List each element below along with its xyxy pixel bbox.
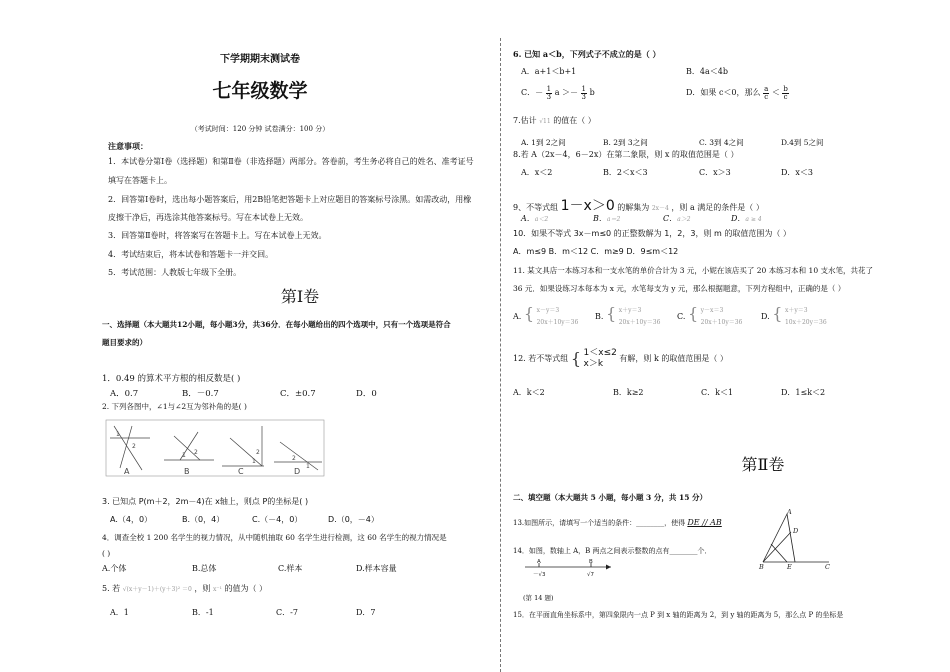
q5-stem-post: ，则: [194, 584, 211, 593]
q3-option-a: A.（4，0）: [110, 515, 153, 524]
q9-c-label: C．: [663, 214, 678, 223]
q1-option-b: B．－0.7: [182, 389, 219, 399]
q8-option-a: A．x＜2: [521, 168, 553, 177]
q12-option-b: B．k≥2: [613, 388, 644, 397]
q7-option-b: B. 2到 3之间: [603, 138, 648, 147]
subject-title: 七年级数学: [212, 80, 308, 102]
q11-d-eq2: 10x＋20y＝36: [784, 319, 827, 326]
q13-label-d: D: [793, 527, 799, 535]
q11-d-brace: {: [772, 304, 783, 323]
notice-item: 4．考试结束后，将本试卷和答题卡一并交回。: [108, 250, 274, 259]
q11-option-d: [761, 305, 827, 329]
q11-stem: 11. 某文具店一本练习本和一支水笔的单价合计为 3 元，小妮在该店买了 20 本练习本和 10 支水笔，共花了: [513, 266, 873, 275]
q2-angle-label: 2: [194, 449, 198, 456]
q4-option-c: C.样本: [278, 564, 303, 573]
q11-option-c: [677, 305, 742, 329]
q13-label-a: A: [787, 508, 792, 516]
q7-stem-pre: 7.估计: [513, 116, 537, 125]
section1-heading-cont: 题目要求的）: [102, 338, 147, 347]
q8-option-c: C．x＞3: [699, 168, 731, 177]
q4-option-b: B.总体: [192, 564, 217, 573]
notice-item: 1．本试卷分第Ⅰ卷（选择题）和第Ⅱ卷（非选择题）两部分。答卷前，考生务必将自己的姓名、准考证号: [108, 157, 474, 166]
q14-stem: 14．如图，数轴上 A，B 两点之间表示整数的点有________个．: [513, 547, 712, 555]
q14-value-a: －√3: [533, 572, 546, 578]
q2-figure-label-a: A: [124, 467, 130, 476]
exam-info: （考试时间：120 分钟 试卷满分：100 分）: [190, 125, 330, 133]
q2-figure-label-d: D: [294, 467, 301, 476]
q5-stem: [102, 584, 267, 595]
q3-option-c: C.（－4，0）: [252, 515, 303, 524]
q4-option-a: A.个体: [102, 564, 127, 573]
q5-option-a: A．1: [110, 608, 129, 617]
q13-stem-text: 13.如图所示，请填写一个适当的条件：________，使得: [513, 519, 686, 527]
q5-option-d: D．7: [356, 608, 376, 617]
q11-a-label: A.: [513, 312, 522, 321]
q11-b-label: B.: [595, 312, 604, 321]
q15-stem: 15．在平面直角坐标系中，第四象限内一点 P 到 x 轴的距离为 2，到 y 轴的距离为 5，那么点 P 的坐标是: [513, 611, 844, 619]
q11-d-label: D.: [761, 312, 770, 321]
exam-title: 下学期期末测试卷: [220, 54, 300, 65]
q2-figure-label-c: C: [238, 467, 244, 476]
q6-c-fraction: [546, 86, 552, 101]
q6-d-fraction-1: [763, 86, 769, 101]
q2-angle-figures: [102, 418, 328, 480]
q13-triangle-figure: [757, 506, 833, 570]
q12-brace: {: [570, 349, 581, 368]
q1-option-a: A．0.7: [110, 389, 139, 399]
q11-a-brace: {: [523, 304, 535, 323]
q6-c-post: b: [589, 88, 595, 97]
q9-option-d: [731, 214, 762, 225]
q6-stem: 6. 已知 a＜b，下列式子不成立的是（ ）: [513, 49, 661, 59]
q9-c-value: a＞2: [677, 216, 691, 223]
notice-item: 3．回答第Ⅱ卷时，将答案写在答题卡上。写在本试卷上无效。: [108, 231, 327, 240]
q2-angle-label: 1: [306, 463, 310, 470]
q12-option-d: D．1≤k＜2: [781, 388, 826, 397]
q11-a-eq2: 20x＋10y＝36: [536, 319, 579, 326]
q10-stem: 10．如果不等式 3x－m≤0 的正整数解为 1，2，3，则 m 的取值范围为（ ）: [513, 229, 791, 238]
q9-d-value: a ≥ 4: [745, 216, 762, 223]
q5-expression: x⁻¹: [212, 586, 222, 593]
q9-option-a: [521, 214, 548, 225]
q3-option-b: B.（0，4）: [182, 515, 225, 524]
q5-stem-end: 的值为（ ）: [224, 584, 268, 593]
q6-c-frac2-num: 1: [581, 84, 587, 93]
column-divider: [500, 38, 501, 672]
q7-stem-post: 的值在（ ）: [553, 116, 596, 125]
section1-heading: 一、选择题（本大题共12小题，每小题3分，共36分．在每小题给出的四个选项中，只有一个选项是符合: [102, 320, 451, 329]
q6-c-frac-num: 1: [546, 84, 552, 93]
q6-d-frac2-num: b: [783, 84, 788, 93]
q11-b-eq2: 20x＋10y＝36: [618, 319, 661, 326]
q4-stem-cont: ( ): [102, 549, 111, 558]
q9-solution: 2x－4: [651, 205, 669, 212]
q12-stem-pre: 12. 若不等式组: [513, 354, 569, 363]
q11-d-eq1: x＋y＝3: [784, 307, 808, 314]
q9-b-value: a＝2: [606, 216, 621, 223]
q6-d-frac2-den: c: [783, 92, 788, 101]
q11-c-eq2: 20x＋10y＝36: [700, 319, 743, 326]
q2-figure-label-b: B: [184, 467, 190, 476]
q9-b-label: B．: [593, 214, 607, 223]
q1-option-d: D．0: [356, 389, 377, 399]
q11-c-label: C.: [677, 312, 686, 321]
q12-stem-post: 有解，则 k 的取值范围是（ ）: [619, 354, 728, 363]
q5-option-c: C．-7: [276, 608, 298, 617]
q5-option-b: B．-1: [192, 608, 214, 617]
q9-stem-pre: 9、不等式组: [513, 203, 559, 212]
q5-stem-pre: 5. 若: [102, 584, 121, 593]
q11-b-brace: {: [605, 304, 617, 323]
q9-option-c: [663, 214, 691, 225]
q7-stem: [513, 116, 596, 127]
q6-c-mid: a ＞－: [554, 88, 578, 97]
q4-stem: 4．调查全校 1 200 名学生的视力情况，从中随机抽取 60 名学生进行检测，这 60 名学生的视力情况是: [102, 533, 447, 542]
q8-option-d: D．x＜3: [781, 168, 814, 177]
q6-c-fraction-2: [581, 86, 587, 101]
q13-label-b: B: [759, 563, 764, 570]
q9-stem: [513, 196, 764, 219]
q6-option-a: A．a+1＜b+1: [521, 67, 577, 76]
q14-number-line: [525, 559, 615, 581]
q9-stem-mid: 的解集为: [617, 203, 650, 212]
q8-option-b: B．2＜x＜3: [603, 168, 648, 177]
q6-d-mid: ＜: [771, 88, 780, 97]
q9-d-label: D．: [731, 214, 746, 223]
q9-stem-post: ，则 a 满足的条件是（ ）: [671, 203, 764, 212]
q13-label-c: C: [825, 563, 830, 570]
q12-stem: [513, 348, 728, 370]
q7-option-a: A. 1到 2之间: [521, 138, 566, 147]
q6-c-frac2-den: 3: [581, 92, 587, 101]
q7-radical: √11: [539, 118, 551, 125]
q3-option-d: D.（0，－4）: [328, 515, 379, 524]
q6-d-frac1-num: a: [764, 84, 769, 93]
q11-c-brace: {: [687, 304, 699, 323]
q4-option-d: D.样本容量: [356, 564, 397, 573]
q11-stem-cont: 36 元．如果设练习本每本为 x 元，水笔每支为 y 元，那么根据题意，下列方程组中，正确的是（ ）: [513, 284, 846, 293]
q1-option-c: C．±0.7: [280, 389, 316, 399]
q12-ineq1: 1＜x≤2: [583, 348, 617, 358]
notice-item: 2．回答第Ⅰ卷时，选出每小题答案后，用2B铅笔把答题卡上对应题目的答案标号涂黑。如需改动，用橡: [108, 195, 472, 204]
q14-label-a: A: [537, 559, 541, 565]
q6-d-fraction-2: [782, 86, 788, 101]
q6-d-frac1-den: c: [764, 92, 769, 101]
right-column: [503, 0, 950, 672]
q7-option-d: D.4到 5之间: [781, 138, 824, 147]
q12-ineq2: x＞k: [583, 359, 604, 369]
q11-b-eq1: x＋y＝3: [618, 307, 642, 314]
q14-label-b: B: [589, 559, 593, 565]
q7-option-c: C. 3到 4之间: [699, 138, 744, 147]
q11-option-a: [513, 305, 578, 329]
q2-angle-label: 2: [256, 449, 260, 456]
q3-stem: 3. 已知点 P(m＋2，2m－4)在 x轴上，则点 P的坐标是( ): [102, 497, 309, 506]
q13-stem: [513, 516, 722, 530]
q12-option-c: C．k＜1: [701, 388, 734, 397]
notice-title: 注意事项：: [108, 141, 148, 151]
q9-a-value: a＜2: [534, 216, 549, 223]
q5-formula: √(x＋y－1)＋(y＋3)² ＝0: [122, 586, 192, 593]
part2-title: 第Ⅱ卷: [741, 455, 785, 474]
q13-label-e: E: [787, 563, 792, 570]
q9-system: 1－x＞0: [560, 198, 615, 214]
notice-item: 填写在答题卡上。: [108, 176, 172, 185]
q2-angle-label: 1: [116, 431, 120, 438]
q6-d-pre: D．如果 c＜0，那么: [686, 88, 761, 97]
q6-option-c: [521, 82, 595, 104]
part1-title: 第Ⅰ卷: [280, 287, 320, 306]
q9-option-b: [593, 214, 620, 225]
q11-c-eq1: y－x＝3: [700, 307, 724, 314]
notice-item: 5．考试范围：人教版七年级下全册。: [108, 268, 242, 277]
q6-option-d: [686, 82, 789, 104]
section2-heading: 二、填空题（本大题共 5 小题，每小题 3 分，共 15 分）: [513, 493, 708, 502]
q11-a-eq1: x－y＝3: [536, 307, 560, 314]
q13-expression: DE // AB: [687, 518, 722, 527]
q9-a-label: A．: [521, 214, 535, 223]
q12-option-a: A．k＜2: [513, 388, 545, 397]
notice-item: 皮擦干净后，再选涂其他答案标号。写在本试卷上无效。: [108, 213, 308, 222]
q1-stem: 1．0.49 的算术平方根的相反数是( ): [102, 374, 241, 384]
q2-angle-label: 2: [132, 443, 136, 450]
q14-value-b: √7: [587, 572, 595, 578]
q8-stem: 8.若 A（2x－4，6－2x）在第二象限，则 x 的取值范围是（ ）: [513, 150, 739, 159]
q6-option-b: B．4a＜4b: [686, 67, 728, 76]
q6-c-pre: C．－: [521, 88, 544, 97]
q10-options: A．m≤9 B．m＜12 C．m≥9 D．9≤m＜12: [513, 247, 679, 256]
q14-caption: (第 14 题): [523, 594, 554, 602]
q2-angle-label: 2: [292, 455, 296, 462]
q6-c-frac-den: 3: [546, 92, 552, 101]
q11-option-b: [595, 305, 660, 329]
q2-stem: 2. 下列各图中，∠1与∠2互为邻补角的是( ): [102, 402, 247, 411]
q2-angle-label: 1: [182, 452, 186, 459]
q2-angle-label: 1: [252, 458, 256, 465]
